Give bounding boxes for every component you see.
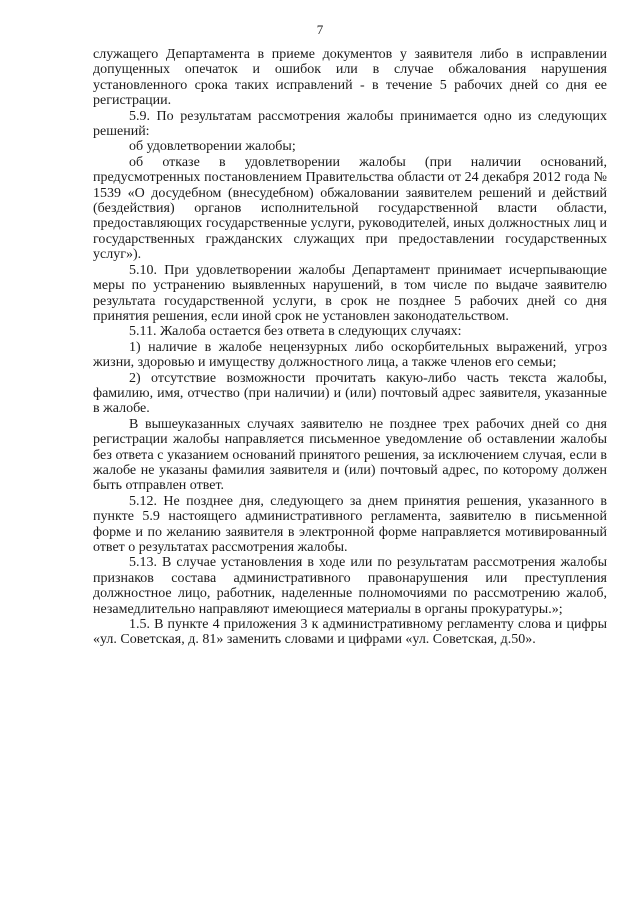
- page-number: 7: [316, 22, 324, 37]
- document-body: [93, 47, 607, 648]
- paragraph-notification: В вышеуказанных случаях заявителю не позднее трех рабочих дней со дня регистрации жалобы направляется письменное уведомление об оставлении жалобы без ответа с указанием оснований принятого решения, за исключением случая, если в жалобе не указаны фамилия заявителя и (или) почтовый адрес, по которому должен быть отправлен ответ.: [93, 416, 607, 494]
- paragraph-5-10: 5.10. При удовлетворении жалобы Департамент принимает исчерпывающие меры по устранению выявленных нарушений, в том числе по выдаче заявителю результата государственной услуги, в срок не позднее 5 рабочих дней со дня принятия решения, если иной срок не установлен законодательством.: [93, 262, 607, 324]
- paragraph-1-5: 1.5. В пункте 4 приложения 3 к административному регламенту слова и цифры «ул. Советская, д. 81» заменить словами и цифрами «ул. Советская, д.50».: [93, 617, 607, 648]
- paragraph-5-9: 5.9. По результатам рассмотрения жалобы принимается одно из следующих решений:: [93, 108, 607, 140]
- paragraph-5-12: 5.12. Не позднее дня, следующего за днем принятия решения, указанного в пункте 5.9 настоящего административного регламента, заявителю в письменной форме и по желанию заявителя в электронной форме направляется мотивированный ответ о результатах рассмотрения жалобы.: [93, 493, 607, 555]
- paragraph-5-11-item-1: 1) наличие в жалобе нецензурных либо оскорбительных выражений, угроз жизни, здоровью и имуществу должностного лица, а также членов его семьи;: [93, 339, 607, 371]
- paragraph-continuation: служащего Департамента в приеме документов у заявителя либо в исправлении допущенных опечаток и ошибок или в случае обжалования нарушения установленного срока таких исправлений - в течение 5 рабочих дней со дня ее регистрации.: [93, 47, 607, 109]
- paragraph-5-11-item-2: 2) отсутствие возможности прочитать какую-либо часть текста жалобы, фамилию, имя, отчество (при наличии) и (или) почтовый адрес заявителя, указанные в жалобе.: [93, 370, 607, 417]
- paragraph-decision-satisfy: об удовлетворении жалобы;: [129, 139, 296, 155]
- paragraph-5-13: 5.13. В случае установления в ходе или по результатам рассмотрения жалобы признаков состава административного правонарушения или преступления должностное лицо, работник, наделенные полномочиями по рассмотрению жалоб, незамедлительно направляют имеющиеся материалы в органы прокуратуры.»;: [93, 555, 607, 617]
- paragraph-5-11: 5.11. Жалоба остается без ответа в следующих случаях:: [129, 324, 462, 340]
- paragraph-decision-refuse: об отказе в удовлетворении жалобы (при наличии оснований, предусмотренных постановлением Правительства области от 24 декабря 2012 года № 1539 «О досудебном (внесудебном) обжаловании заявителем решений и действий (бездействия) органов исполнительной государственной власти области, предоставляющих государственные услуги, руководителей, иных должностных лиц и государственных гражданских служащих при предоставлении государственных услуг»).: [93, 154, 607, 263]
